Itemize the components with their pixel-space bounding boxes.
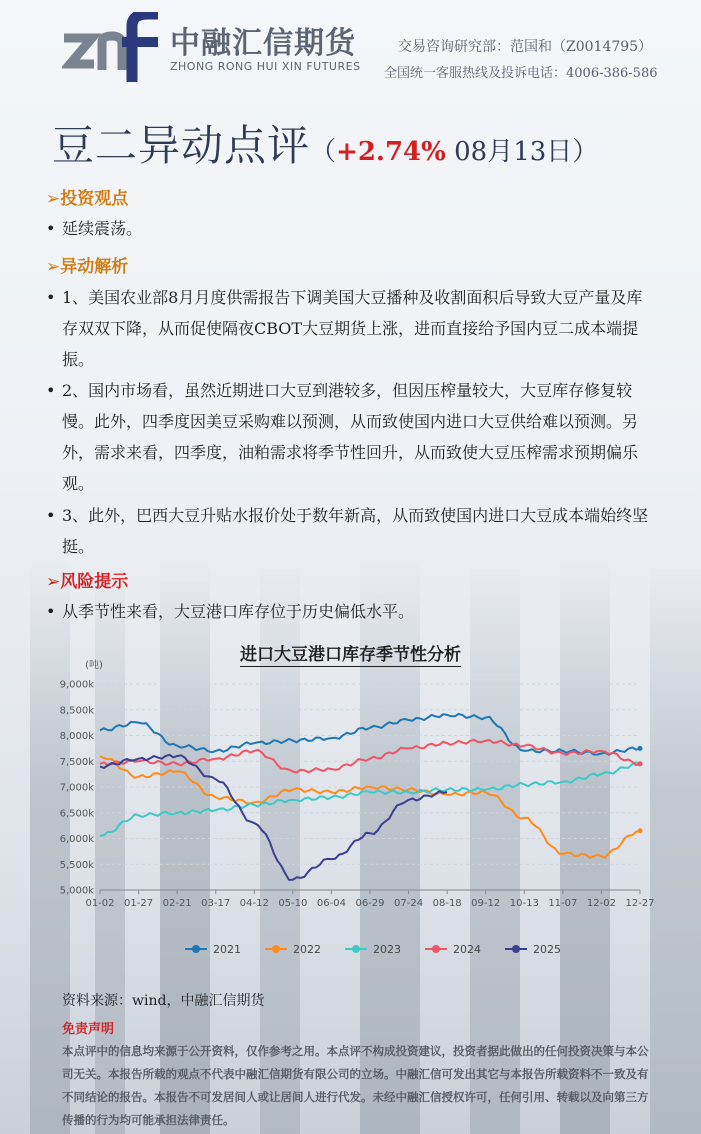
contact-analyst: 交易咨询研究部：范国和（Z0014795）	[398, 39, 653, 55]
x-tick-label: 09-12	[471, 898, 501, 909]
x-tick-label: 11-07	[548, 898, 578, 909]
x-tick-label: 04-12	[239, 898, 269, 909]
series-line-2021	[100, 714, 640, 755]
series-end-point-2022	[638, 828, 643, 833]
list-item: • 3、此外，巴西大豆升贴水报价处于数年新高，从而致使国内进口大豆成本端始终坚挺。	[46, 500, 658, 562]
disclaimer-text: 本点评中的信息均来源于公开资料，仅作参考之用。本点评不构成投资建议，投资者据此做出的任何投资决策与本公司无关。本报告所载的观点不代表中融汇信期货有限公司的立场。中融汇信可发出其它与本报告所载资料不一致及有不同结论的报告。本报告不可发居间人或让居间人进行代发。未经中融汇信授权许可，任何引用、转载以及向第三方传播的行为均可能承担法律责任。	[62, 1044, 649, 1127]
series-end-point-2024	[638, 761, 643, 766]
bullet-dot-icon: •	[46, 506, 56, 525]
y-tick-label: 7,000k	[59, 782, 94, 794]
logo-text-cn: 中融汇信期货	[170, 26, 356, 61]
list-item: • 延续震荡。	[46, 213, 658, 244]
disclaimer-title: 免责声明	[62, 1022, 115, 1037]
x-tick-label: 06-29	[355, 898, 385, 909]
legend-marker-2025	[512, 945, 520, 953]
x-tick-label: 12-02	[586, 898, 616, 909]
section-view-title: 投资观点	[60, 189, 129, 209]
list-item: • 2、国内市场看，虽然近期进口大豆到港较多，但因压榨量较大，大豆库存修复较慢。此外，四季度因美豆采购难以预测，从而致使国内进口大豆供给难以预测。另外，需求来看，四季度，油粕需求将季节性回升，从而致使大豆压榨需求预期偏乐观。	[46, 375, 658, 499]
y-tick-label: 7,500k	[59, 756, 94, 768]
legend-label-2024: 2024	[453, 943, 481, 956]
title-main: 豆二异动点评	[52, 121, 311, 170]
series-end-point-2021	[638, 746, 643, 751]
page-title	[52, 113, 598, 173]
legend-label-2025: 2025	[533, 943, 561, 956]
logo-text-en: ZHONG RONG HUI XIN FUTURES	[170, 60, 361, 73]
x-tick-label: 10-13	[509, 898, 539, 909]
double-chevron-icon: ➢	[46, 189, 61, 209]
title-date: 08月13日）	[445, 137, 599, 167]
bullet-dot-icon: •	[46, 219, 56, 238]
section-view	[46, 184, 128, 209]
x-tick-label: 03-17	[201, 898, 231, 909]
y-tick-label: 9,000k	[59, 679, 94, 691]
list-item: • 从季节性来看，大豆港口库存位于历史偏低水平。	[46, 596, 658, 627]
inventory-seasonal-chart	[40, 652, 660, 972]
double-chevron-icon: ➢	[46, 572, 61, 592]
data-source: 资料来源：wind，中融汇信期货	[62, 993, 265, 1009]
bullet-dot-icon: •	[46, 381, 56, 400]
series-line-2025	[100, 755, 447, 880]
y-tick-label: 8,000k	[59, 731, 94, 742]
bullet-dot-icon: •	[46, 288, 56, 307]
double-chevron-icon: ➢	[46, 257, 61, 277]
header	[0, 0, 701, 95]
x-tick-label: 01-27	[124, 898, 154, 909]
x-tick-label: 12-27	[625, 898, 655, 909]
series-line-2023	[100, 763, 640, 836]
x-tick-label: 05-10	[278, 898, 308, 909]
x-tick-label: 02-21	[162, 898, 192, 909]
legend-label-2021: 2021	[213, 943, 241, 956]
section-analysis-title: 异动解析	[60, 257, 129, 277]
series-line-2022	[100, 756, 640, 858]
y-tick-label: 5,500k	[59, 859, 94, 871]
x-tick-label: 08-18	[432, 898, 462, 909]
contact-hotline: 全国统一客服热线及投诉电话：4006-386-586	[384, 66, 658, 81]
legend-marker-2023	[352, 945, 360, 953]
legend-marker-2024	[432, 945, 440, 953]
list-item: • 1、美国农业部8月月度供需报告下调美国大豆播种及收割面积后导致大豆产量及库存双双下降，从而促使隔夜CBOT大豆期货上涨，进而直接给予国内豆二成本端提振。	[46, 282, 658, 375]
x-tick-label: 01-02	[85, 898, 115, 909]
chart-title: 进口大豆港口库存季节性分析	[240, 645, 461, 665]
legend-label-2023: 2023	[373, 943, 401, 956]
y-tick-label: 8,500k	[59, 705, 94, 717]
company-logo-icon	[62, 12, 160, 82]
y-tick-label: 6,500k	[59, 808, 94, 820]
legend-marker-2022	[272, 945, 280, 953]
legend-label-2022: 2022	[293, 943, 321, 956]
y-tick-label: 5,000k	[59, 885, 94, 897]
title-change: +2.74%	[336, 137, 446, 167]
y-axis-label: (吨)	[85, 660, 103, 671]
y-tick-label: 6,000k	[59, 834, 94, 845]
x-tick-label: 07-24	[394, 898, 424, 909]
bullet-dot-icon: •	[46, 602, 56, 621]
section-risk-title: 风险提示	[60, 572, 129, 592]
section-analysis	[46, 252, 128, 277]
legend-marker-2021	[192, 945, 200, 953]
title-open-paren: （	[310, 137, 337, 167]
section-risk	[46, 567, 128, 592]
x-tick-label: 06-04	[316, 898, 346, 909]
